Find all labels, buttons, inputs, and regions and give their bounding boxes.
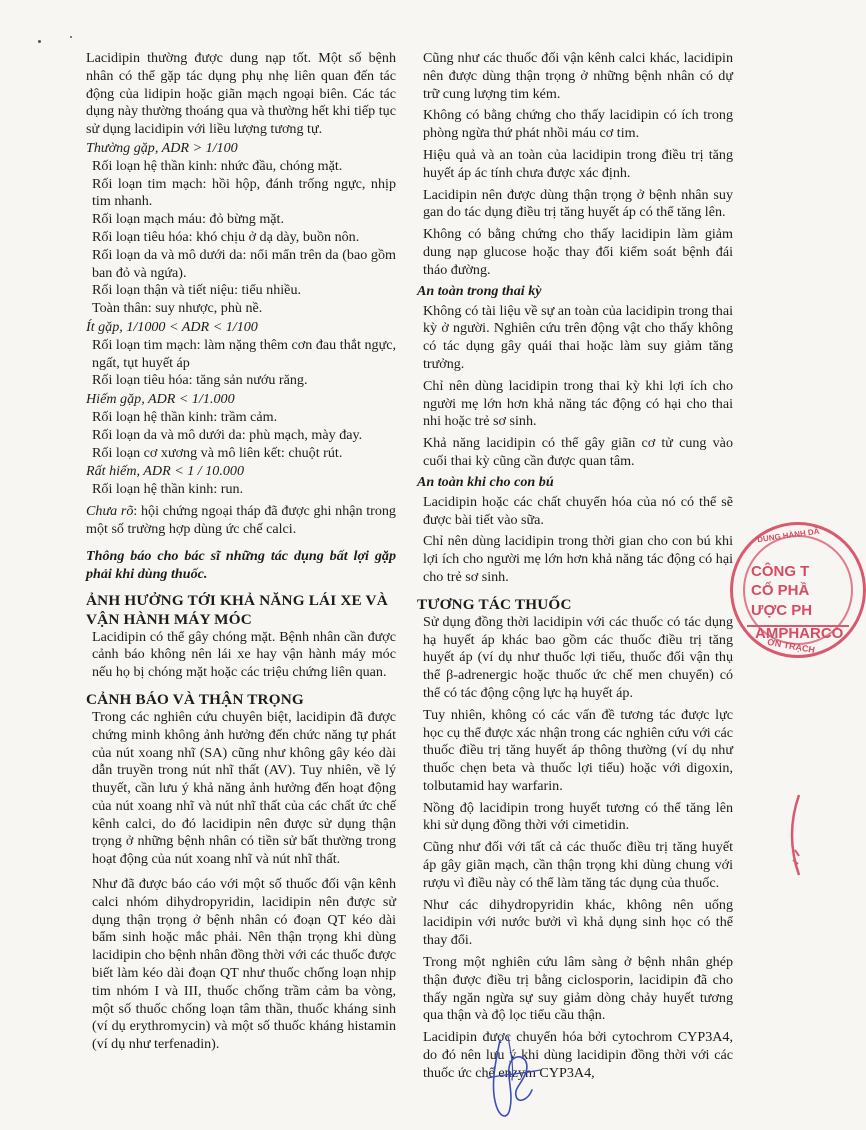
warnings-paragraph: Không có bằng chứng cho thấy lacidipin làm giảm dung nạp glucose hoặc thay đổi kiểm soát bệnh đái tháo đường. bbox=[423, 226, 733, 278]
rare-adr-list bbox=[86, 409, 396, 462]
interactions-paragraph: Như các dihydropyridin khác, không nên uống lacidipin với nước bưởi vì khả dụng sinh học có thể thay đổi. bbox=[423, 896, 733, 949]
very-rare-adr-list bbox=[86, 481, 396, 499]
uncommon-adr-list bbox=[86, 337, 396, 390]
list-item: Rối loạn tiêu hóa: khó chịu ở dạ dày, buồn nôn. bbox=[92, 228, 360, 245]
pregnancy-paragraph: Không có tài liệu về sự an toàn của lacidipin trong thai kỳ ở người. Nghiên cứu trên động vật cho thấy không có tác dụng gây quái thai hoặc làm suy giảm tăng trưởng. bbox=[423, 302, 733, 372]
interactions-heading: TƯƠNG TÁC THUỐC bbox=[417, 595, 572, 613]
list-item: Rối loạn thận và tiết niệu: tiểu nhiều. bbox=[92, 282, 302, 299]
lactation-paragraph: Lacidipin hoặc các chất chuyển hóa của nó có thể sẽ được bài tiết vào sữa. bbox=[423, 493, 733, 528]
scan-speck bbox=[38, 40, 41, 43]
left-column bbox=[86, 50, 396, 1054]
list-item: Rối loạn hệ thần kinh: trầm cảm. bbox=[92, 408, 278, 425]
stamp-line: AMPHARCO bbox=[755, 625, 844, 642]
list-item: Rối loạn da và mô dưới da: phù mạch, mày đay. bbox=[92, 426, 363, 443]
common-adr-list bbox=[86, 158, 396, 318]
list-item: Rối loạn mạch máu: đỏ bừng mặt. bbox=[92, 211, 284, 228]
adr-intro: Lacidipin thường được dung nạp tốt. Một số bệnh nhân có thể gặp tác dụng phụ nhẹ liên quan đến tác động của lidipin hoặc giãn mạch ngoại biên. Các tác dụng này thường thoáng qua và thường hết khi tiếp tục sử dụng lacidipin với liều lượng tương tự. bbox=[86, 50, 396, 138]
lactation-heading: An toàn khi cho con bú bbox=[417, 473, 554, 490]
partial-stamp-mark bbox=[781, 790, 801, 880]
adr-notice: Thông báo cho bác sĩ những tác dụng bất lợi gặp phải khi dùng thuốc. bbox=[86, 547, 396, 582]
list-item: Rối loạn hệ thần kinh: nhức đầu, chóng mặt. bbox=[92, 157, 343, 174]
uncommon-adr-heading: Ít gặp, 1/1000 < ADR < 1/100 bbox=[86, 318, 258, 335]
list-item: Rối loạn tim mạch: làm nặng thêm cơn đau thắt ngực, ngất, tụt huyết áp bbox=[92, 336, 396, 371]
interactions-paragraph: Tuy nhiên, không có các vấn đề tương tác được lực học cụ thể được xác nhận trong các nghiên cứu với các thuốc điều trị tăng huyết áp thông thường (ví dụ như thuốc chẹn beta và thuốc lợi tiểu) hoặc với digoxin, tolbutamid hay warfarin. bbox=[423, 706, 733, 794]
rare-adr-heading: Hiếm gặp, ADR < 1/1.000 bbox=[86, 391, 235, 408]
warnings-paragraph: Như đã được báo cáo với một số thuốc đối vận kênh calci nhóm dihydropyridin, lacidipin nên được sử dụng thận trọng ở bệnh nhân có đoạn QT kéo dài bẩm sinh hoặc mắc phải. Nên thận trọng khi dùng lacidipin cho bệnh nhân đồng thời với các thuốc được biết làm kéo dài đoạn QT như thuốc chống loạn nhịp tim nhóm I và III, thuốc chống trầm cảm ba vòng, một số thuốc chống loạn tâm thần, thuốc kháng sinh (ví dụ erythromycin) và một số thuốc kháng histamin (ví dụ như terfenadin). bbox=[92, 876, 396, 1053]
list-item: Rối loạn cơ xương và mô liên kết: chuột rút. bbox=[92, 444, 343, 461]
pregnancy-paragraph: Chỉ nên dùng lacidipin trong thai kỳ khi lợi ích cho người mẹ lớn hơn khả năng tác động có hại cho thai nhi hoặc trẻ sơ sinh. bbox=[423, 377, 733, 430]
warnings-heading: CẢNH BÁO VÀ THẬN TRỌNG bbox=[86, 690, 304, 708]
very-rare-adr-heading: Rất hiếm, ADR < 1 / 10.000 bbox=[86, 463, 245, 480]
stamp-line: ƯỢC PH bbox=[751, 602, 813, 619]
list-item: Rối loạn da và mô dưới da: nổi mẩn trên da (bao gồm ban đỏ và ngứa). bbox=[92, 246, 396, 281]
common-adr-heading: Thường gặp, ADR > 1/100 bbox=[86, 139, 238, 156]
scan-speck bbox=[70, 36, 72, 38]
signature-mark bbox=[470, 1030, 560, 1125]
warnings-paragraph: Không có bằng chứng cho thấy lacidipin có ích trong phòng ngừa thứ phát nhồi máu cơ tim. bbox=[423, 107, 733, 142]
warnings-paragraph: Trong các nghiên cứu chuyên biệt, lacidipin đã được chứng minh không ảnh hưởng đến chức năng tự phát của nút xoang nhĩ (SA) cũng như không gây kéo dài dẫn truyền trong nút nhĩ thất (AV). Tuy nhiên, về lý thuyết, cần lưu ý khả năng ảnh hưởng đến hoạt động của nút xoang nhĩ và nút nhĩ thất của các chất ức chế kênh calci, do đó lacidipin nên được sử dụng thận trọng ở những bệnh nhân có tiền sử bất thường trong hoạt động của nút xoang nhĩ và nút nhĩ thất. bbox=[92, 708, 396, 868]
interactions-paragraph: Trong một nghiên cứu lâm sàng ở bệnh nhân ghép thận được điều trị bằng ciclosporin, lacidipin đã cho thấy ngăn ngừa sự suy giảm dòng chảy huyết tương qua thận và độ lọc tiểu cầu thận. bbox=[423, 954, 733, 1024]
driving-heading: ẢNH HƯỞNG TỚI KHẢ NĂNG LÁI XE VÀ VẬN HÀNH MÁY MÓC bbox=[86, 591, 388, 628]
driving-text: Lacidipin có thể gây chóng mặt. Bệnh nhân cần được cảnh báo không nên lái xe hay vận hành máy móc nếu họ bị chóng mặt hoặc các triệu chứng liên quan. bbox=[92, 628, 396, 681]
unknown-adr-label: Chưa rõ bbox=[86, 502, 134, 519]
interactions-paragraph: Nồng độ lacidipin trong huyết tương có thể tăng lên khi sử dụng đồng thời với cimetidin. bbox=[423, 799, 733, 834]
list-item: Rối loạn tiêu hóa: tăng sản nướu răng. bbox=[92, 372, 308, 389]
stamp-line: CỔ PHẦ bbox=[751, 582, 810, 599]
warnings-paragraph: Lacidipin nên được dùng thận trọng ở bệnh nhân suy gan do tác dụng điều trị tăng huyết áp có thể tăng lên. bbox=[423, 186, 733, 221]
pregnancy-heading: An toàn trong thai kỳ bbox=[417, 282, 542, 299]
lactation-paragraph: Chỉ nên dùng lacidipin trong thời gian cho con bú khi lợi ích cho người mẹ lớn hơn khả năng tác động có hại cho trẻ sơ sinh. bbox=[423, 533, 733, 585]
stamp-bottom-arc: ƠN TRẠCH bbox=[766, 636, 816, 656]
stamp-line: CÔNG T bbox=[751, 563, 810, 580]
warnings-paragraph: Hiệu quả và an toàn của lacidipin trong điều trị tăng huyết áp ác tính chưa được xác định. bbox=[423, 146, 733, 181]
unknown-adr-text: : hội chứng ngoại tháp đã được ghi nhận trong một số trường hợp dùng ức chế calci. bbox=[86, 502, 396, 537]
right-column bbox=[417, 50, 733, 1083]
list-item: Rối loạn hệ thần kinh: run. bbox=[92, 481, 244, 498]
warnings-paragraph: Cũng như các thuốc đối vận kênh calci khác, lacidipin nên được dùng thận trọng ở những bệnh nhân có dự trữ cung lượng tim kém. bbox=[423, 50, 733, 102]
company-stamp bbox=[730, 522, 866, 658]
interactions-paragraph: Sử dụng đồng thời lacidipin với các thuốc có tác dụng hạ huyết áp khác bao gồm các thuốc điều trị tăng huyết áp (ví dụ như thuốc lợi tiểu, thuốc đối vận thụ thể β-adrenergic hoặc thuốc ức chế men chuyển) có thể có tác động cộng lực hạ huyết áp. bbox=[423, 613, 733, 701]
unknown-adr bbox=[86, 503, 396, 539]
list-item: Toàn thân: suy nhược, phù nề. bbox=[92, 300, 263, 317]
interactions-paragraph: Lacidipin được chuyển hóa bởi cytochrom CYP3A4, do đó nên lưu ý khi dùng lacidipin đồng thời với các thuốc ức chế enzym CYP3A4, bbox=[423, 1029, 733, 1081]
list-item: Rối loạn tim mạch: hồi hộp, đánh trống ngực, nhịp tim nhanh. bbox=[92, 175, 396, 210]
pregnancy-paragraph: Khả năng lacidipin có thể gây giãn cơ tử cung vào cuối thai kỳ cũng cần được quan tâm. bbox=[423, 435, 733, 469]
interactions-paragraph: Cũng như đối với tất cả các thuốc điều trị tăng huyết áp gây giãn mạch, cần thận trọng khi dùng chung với rượu vì điều này có thể làm tăng tác dụng của thuốc. bbox=[423, 839, 733, 891]
stamp-top-arc: DUNG HÀNH DÃ bbox=[756, 526, 820, 545]
